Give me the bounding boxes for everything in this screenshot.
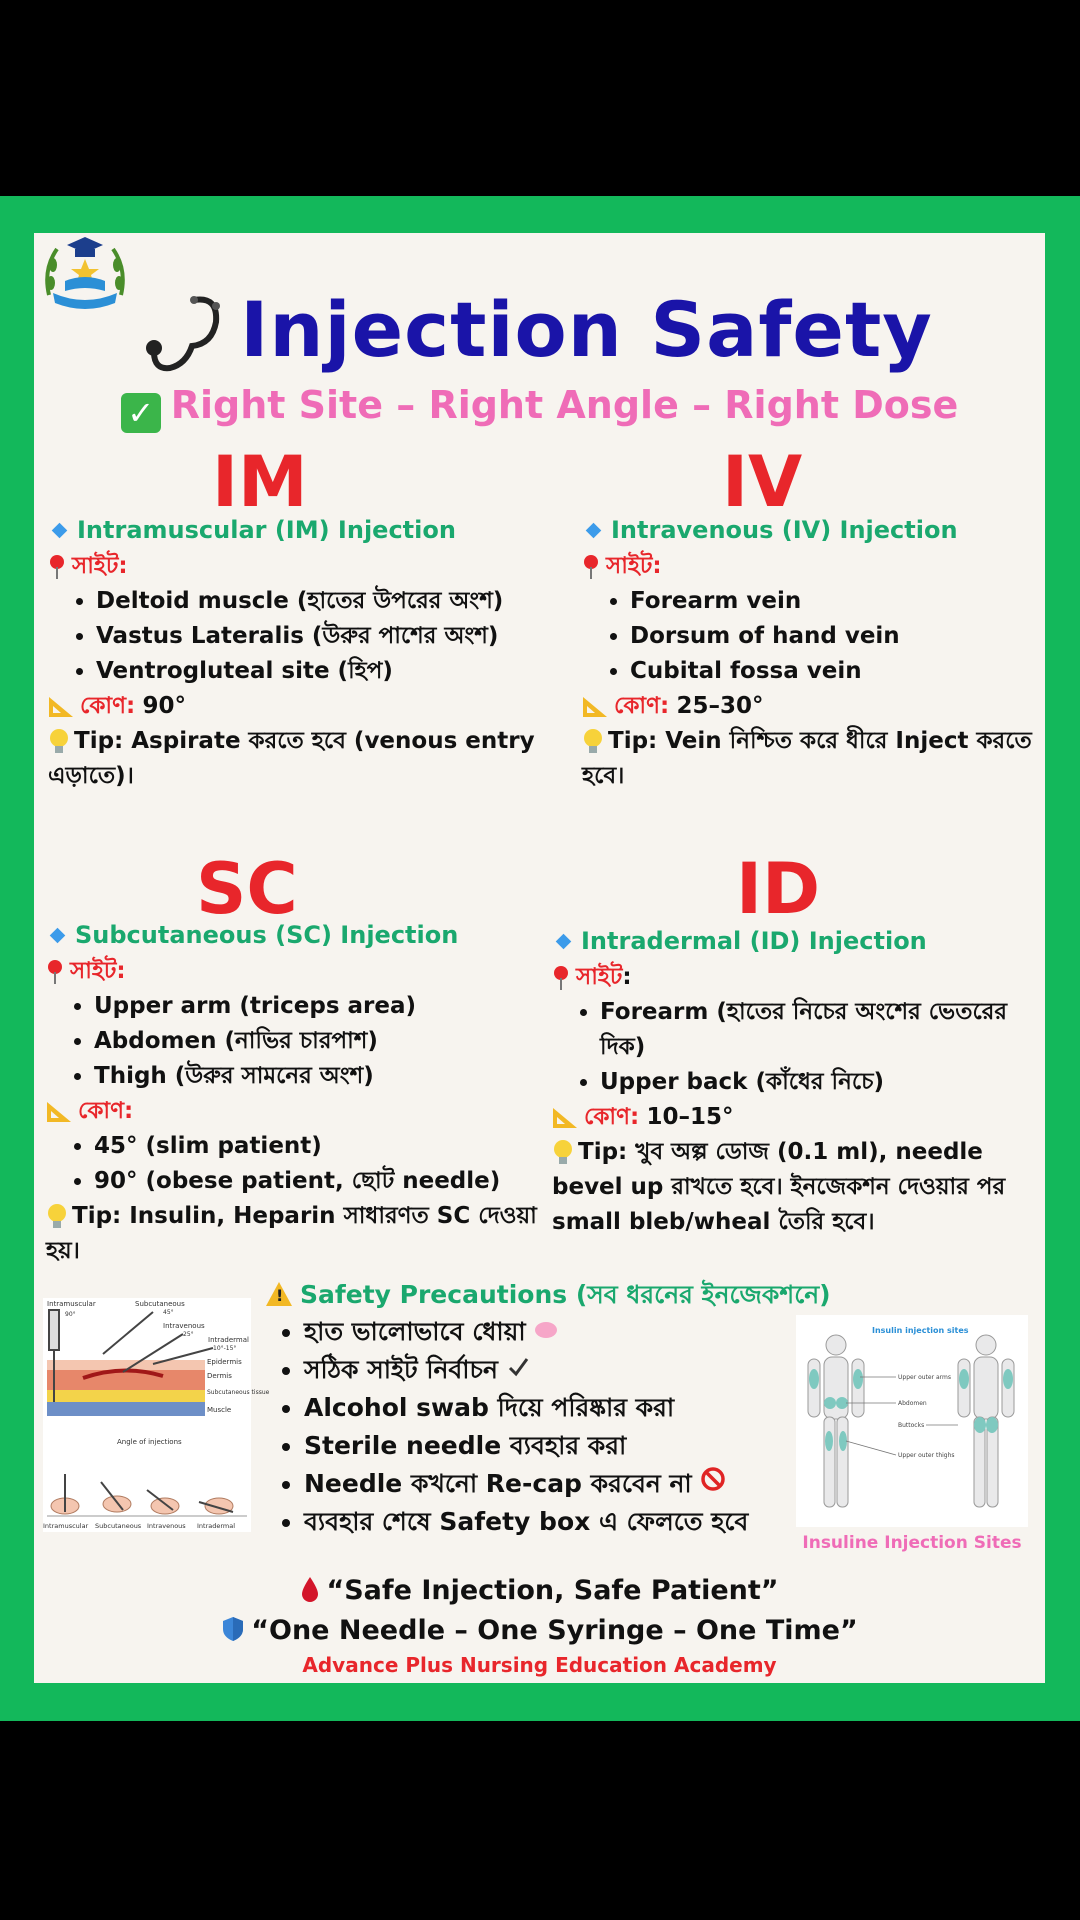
insulin-caption: Insuline Injection Sites — [802, 1533, 1022, 1553]
insulin-label-buttocks: Buttocks — [898, 1422, 925, 1429]
prohibited-icon — [700, 1466, 726, 1492]
diagram-angle-90: 90° — [65, 1311, 76, 1318]
iv-code: IV — [722, 441, 803, 523]
diagram-label-intradermal: Intradermal — [208, 1336, 249, 1344]
id-site-colon: : — [622, 964, 632, 990]
list-item: • Upper back (কাঁধের নিচে) — [600, 1065, 1037, 1100]
page-subtitle — [34, 383, 1045, 433]
diagram-angle-10-15: 10°-15° — [213, 1345, 237, 1352]
diagram-foot-intramuscular: Intramuscular — [43, 1522, 89, 1530]
quote-one-text: “Safe Injection, Safe Patient” — [326, 1575, 779, 1606]
page-title — [34, 285, 1045, 378]
list-item: • Abdomen (নাভির চারপাশ) — [94, 1024, 566, 1059]
list-item — [304, 1313, 748, 1351]
diagram-label-intramuscular: Intramuscular — [47, 1300, 96, 1308]
injection-angles-diagram — [43, 1298, 270, 1532]
id-tip: Tip: খুব অল্প ডোজ (0.1 ml), needle bevel up রাখতে হবে। ইনজেকশন দেওয়ার পর small bleb/wheal তৈরি হবে। — [552, 1139, 1006, 1235]
list-item: • Ventrogluteal site (হিপ) — [96, 654, 568, 689]
id-section — [552, 924, 1037, 1240]
list-item: • Forearm vein — [630, 584, 1037, 619]
safety-item-text: Needle কখনো Re-cap করবেন না — [304, 1469, 692, 1498]
list-item: • 90° (obese patient, ছোট needle) — [94, 1164, 566, 1199]
safety-title — [266, 1275, 831, 1318]
im-code: IM — [212, 441, 308, 523]
iv-tip: Tip: Vein নিশ্চিত করে ধীরে Inject করতে হবে। — [582, 728, 1032, 789]
quote-two-text: “One Needle – One Syringe – One Time” — [251, 1615, 858, 1646]
im-heading: Intramuscular (IM) Injection — [77, 516, 456, 544]
im-angle-value: 90° — [142, 693, 187, 719]
safety-list — [274, 1313, 748, 1541]
list-item: • 45° (slim patient) — [94, 1129, 566, 1164]
diagram-angle-title: Angle of injections — [117, 1438, 182, 1446]
list-item: • Sterile needle ব্যবহার করা — [304, 1427, 748, 1465]
safety-item-text: সঠিক সাইট নির্বাচন — [304, 1355, 498, 1384]
diagram-foot-intradermal: Intradermal — [197, 1522, 236, 1530]
id-angle-value: 10–15° — [646, 1104, 734, 1130]
sc-angle-label: কোণ: — [78, 1098, 134, 1124]
diagram-angle-45: 45° — [163, 1309, 174, 1316]
blue-diamond-icon — [50, 927, 66, 943]
iv-heading: Intravenous (IV) Injection — [611, 516, 958, 544]
quote-one — [34, 1575, 1045, 1606]
diagram-label-dermis: Dermis — [207, 1372, 232, 1380]
pin-icon — [46, 959, 64, 985]
pin-icon — [582, 554, 600, 580]
shield-icon — [221, 1615, 245, 1643]
safety-item-text: হাত ভালোভাবে ধোয়া — [304, 1317, 526, 1346]
sc-code: SC — [196, 848, 298, 930]
id-site-label: সাইট — [576, 964, 623, 990]
id-angle-label: কোণ: — [584, 1104, 640, 1130]
id-site-list — [552, 995, 1037, 1100]
subtitle-text: Right Site – Right Angle – Right Dose — [170, 383, 959, 427]
green-frame — [0, 196, 1080, 1721]
im-section — [48, 513, 568, 794]
insulin-label-thighs: Upper outer thighs — [898, 1452, 955, 1459]
triangle-ruler-icon — [48, 696, 74, 718]
diagram-foot-subcutaneous: Subcutaneous — [95, 1522, 142, 1530]
blue-diamond-icon — [556, 933, 572, 949]
iv-site-label: সাইট: — [606, 553, 662, 579]
pin-icon — [48, 554, 66, 580]
warning-icon — [266, 1282, 292, 1306]
pin-icon — [552, 965, 570, 991]
diagram-foot-intravenous: Intravenous — [147, 1522, 186, 1530]
iv-section — [582, 513, 1037, 794]
list-item: • Dorsum of hand vein — [630, 619, 1037, 654]
light-bulb-icon — [46, 1203, 68, 1231]
sc-section — [46, 918, 566, 1269]
diagram-label-muscle: Muscle — [207, 1406, 232, 1414]
diagram-label-epidermis: Epidermis — [207, 1358, 242, 1366]
light-bulb-icon — [48, 728, 70, 756]
triangle-ruler-icon — [582, 696, 608, 718]
id-code: ID — [736, 848, 821, 930]
diagram-label-subcutaneous: Subcutaneous — [135, 1300, 185, 1308]
im-site-label: সাইট: — [72, 553, 128, 579]
list-item: • Alcohol swab দিয়ে পরিষ্কার করা — [304, 1389, 748, 1427]
title-text: Injection Safety — [240, 285, 933, 374]
quote-two — [34, 1615, 1045, 1646]
list-item: • Cubital fossa vein — [630, 654, 1037, 689]
safety-title-text: Safety Precautions (সব ধরনের ইনজেকশনে) — [300, 1280, 831, 1309]
poster-sheet — [34, 233, 1045, 1683]
id-heading: Intradermal (ID) Injection — [581, 927, 927, 955]
blue-diamond-icon — [586, 522, 602, 538]
soap-icon — [534, 1320, 558, 1340]
list-item: • Deltoid muscle (হাতের উপরের অংশ) — [96, 584, 568, 619]
list-item: • Forearm (হাতের নিচের অংশের ভেতরের দিক) — [600, 995, 1037, 1065]
stethoscope-icon — [146, 292, 226, 378]
insulin-label-abdomen: Abdomen — [898, 1400, 927, 1407]
sc-site-label: সাইট: — [70, 958, 126, 984]
sc-site-list — [46, 989, 566, 1094]
diagram-angle-25: 25° — [183, 1331, 194, 1338]
sc-tip: Tip: Insulin, Heparin সাধারণত SC দেওয়া হয়। — [46, 1203, 537, 1264]
check-mark-icon — [507, 1356, 529, 1378]
list-item: • Upper arm (triceps area) — [94, 989, 566, 1024]
list-item — [304, 1351, 748, 1389]
diagram-label-intravenous: Intravenous — [163, 1322, 205, 1330]
im-angle-label: কোণ: — [80, 693, 136, 719]
list-item: • Thigh (উরুর সামনের অংশ) — [94, 1059, 566, 1094]
list-item — [304, 1465, 748, 1503]
blood-drop-icon — [300, 1575, 320, 1603]
iv-angle-value: 25–30° — [676, 693, 764, 719]
check-mark-icon: ✓ — [121, 393, 161, 433]
triangle-ruler-icon — [552, 1107, 578, 1129]
academy-name: Advance Plus Nursing Education Academy — [302, 1653, 777, 1677]
iv-angle-label: কোণ: — [614, 693, 670, 719]
im-tip: Tip: Aspirate করতে হবে (venous entry এড়াতে)। — [48, 728, 535, 789]
iv-site-list — [582, 584, 1037, 689]
blue-diamond-icon — [52, 522, 68, 538]
sc-heading: Subcutaneous (SC) Injection — [75, 921, 459, 949]
insulin-sites-diagram — [796, 1315, 1028, 1527]
list-item: • ব্যবহার শেষে Safety box এ ফেলতে হবে — [304, 1503, 748, 1541]
light-bulb-icon — [552, 1139, 574, 1167]
im-site-list — [48, 584, 568, 689]
triangle-ruler-icon — [46, 1101, 72, 1123]
insulin-diagram-title: Insulin injection sites — [872, 1326, 969, 1335]
sc-angle-list — [46, 1129, 566, 1199]
diagram-label-subcutaneous-tissue: Subcutaneous tissue — [207, 1389, 270, 1396]
list-item: • Vastus Lateralis (উরুর পাশের অংশ) — [96, 619, 568, 654]
insulin-label-arms: Upper outer arms — [898, 1374, 951, 1381]
light-bulb-icon — [582, 728, 604, 756]
